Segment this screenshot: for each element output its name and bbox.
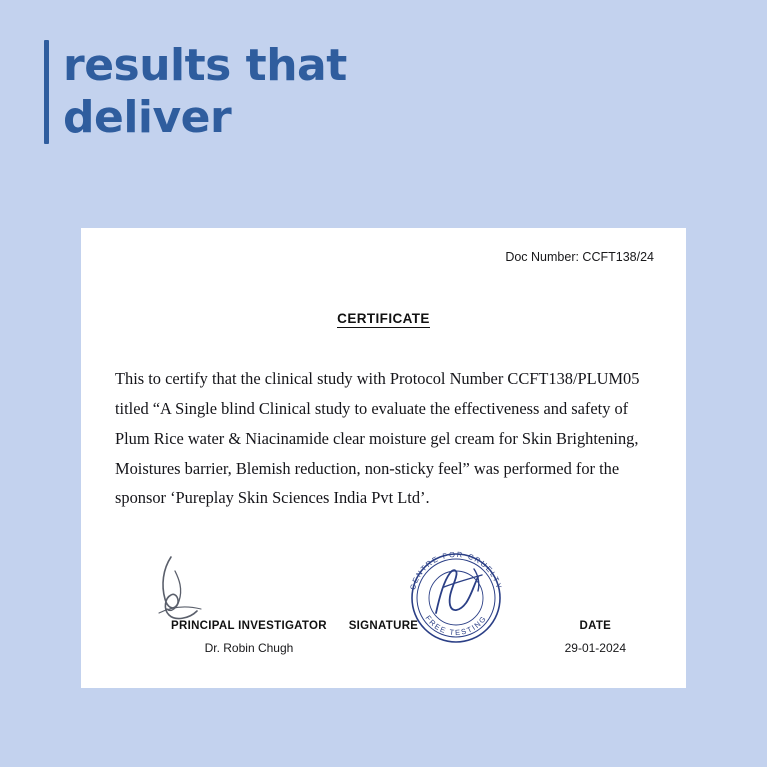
signature-block — [349, 620, 419, 632]
certificate-footer — [111, 620, 656, 662]
certificate-title-text: CERTIFICATE — [337, 311, 430, 326]
investigator-label: PRINCIPAL INVESTIGATOR — [171, 620, 327, 632]
svg-text:FREE TESTING: FREE TESTING — [423, 613, 489, 638]
headline — [44, 40, 347, 144]
investigator-block — [171, 620, 327, 655]
date-value: 29-01-2024 — [564, 641, 626, 655]
investigator-name: Dr. Robin Chugh — [204, 641, 294, 655]
headline-text — [63, 40, 347, 144]
headline-line-1: results that — [63, 40, 347, 91]
signature-label: SIGNATURE — [348, 620, 419, 632]
headline-accent-bar — [44, 40, 49, 144]
svg-text:CENTRE FOR CRUELTY: CENTRE FOR CRUELTY — [408, 550, 504, 592]
date-label: DATE — [579, 620, 612, 632]
certificate-body-text: This to certify that the clinical study with Protocol Number CCFT138/PLUM05 titled “A Single blind Clinical study to evaluate the effectiveness and safety of Plum Rice water & Niacinamide clear moisture gel cream for Skin Brightening, Moistures barrier, Blemish reduction, non-sticky feel” was performed for the sponsor ‘Pureplay Skin Sciences India Pvt Ltd’. — [115, 369, 640, 508]
headline-line-2: deliver — [63, 91, 232, 143]
certificate-card — [81, 228, 686, 688]
date-block — [565, 620, 626, 655]
certificate-title — [111, 311, 656, 326]
doc-number: Doc Number: CCFT138/24 — [505, 250, 654, 264]
